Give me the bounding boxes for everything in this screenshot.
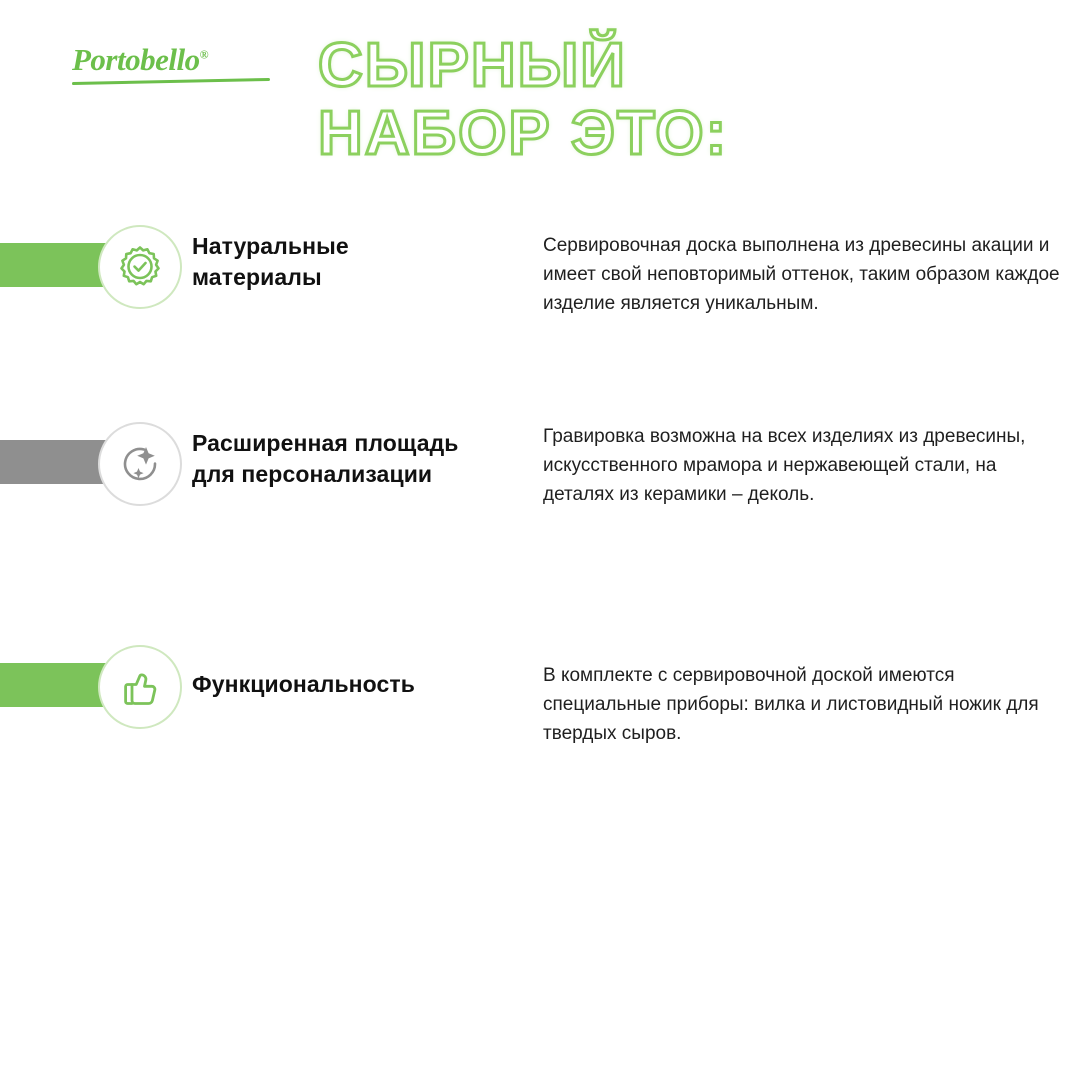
- page-title: [318, 32, 728, 168]
- brand-logo: [72, 44, 282, 83]
- feature-title-line-1: Натуральные: [192, 233, 349, 259]
- feature-row-natural-materials: [0, 205, 1080, 325]
- brand-logo-text: Portobello®: [72, 42, 209, 77]
- sparkle-engraving-icon: [98, 422, 182, 506]
- page-title-line-2: НАБОР ЭТО:: [318, 99, 729, 168]
- feature-title-line-2: материалы: [192, 264, 322, 290]
- feature-title-line-2: для персонализации: [192, 461, 433, 487]
- feature-title: [192, 428, 522, 490]
- feature-title: [192, 669, 522, 700]
- verified-badge-icon: [98, 225, 182, 309]
- feature-row-functionality: [0, 625, 1080, 745]
- feature-title-line-1: Расширенная площадь: [192, 430, 459, 456]
- feature-title-line-1: Функциональность: [192, 671, 416, 697]
- thumbs-up-icon: [98, 645, 182, 729]
- feature-description: Гравировка возможна на всех изделиях из древесины, искусственного мрамора и нержавеющей стали, на деталях из керамики – деколь.: [543, 426, 1026, 505]
- brand-logo-underline: [72, 78, 270, 85]
- feature-description: Сервировочная доска выполнена из древесины акации и имеет свой неповторимый оттенок, таким образом каждое изделие является уникальным.: [543, 235, 1060, 314]
- page-title-line-1: СЫРНЫЙ: [318, 31, 627, 100]
- header: [0, 0, 1080, 200]
- feature-description: В комплекте с сервировочной доской имеются специальные приборы: вилка и листовидный ножик для твердых сыров.: [543, 665, 1039, 744]
- feature-row-personalization-area: [0, 402, 1080, 522]
- feature-title: [192, 231, 522, 293]
- registered-mark: ®: [199, 47, 209, 62]
